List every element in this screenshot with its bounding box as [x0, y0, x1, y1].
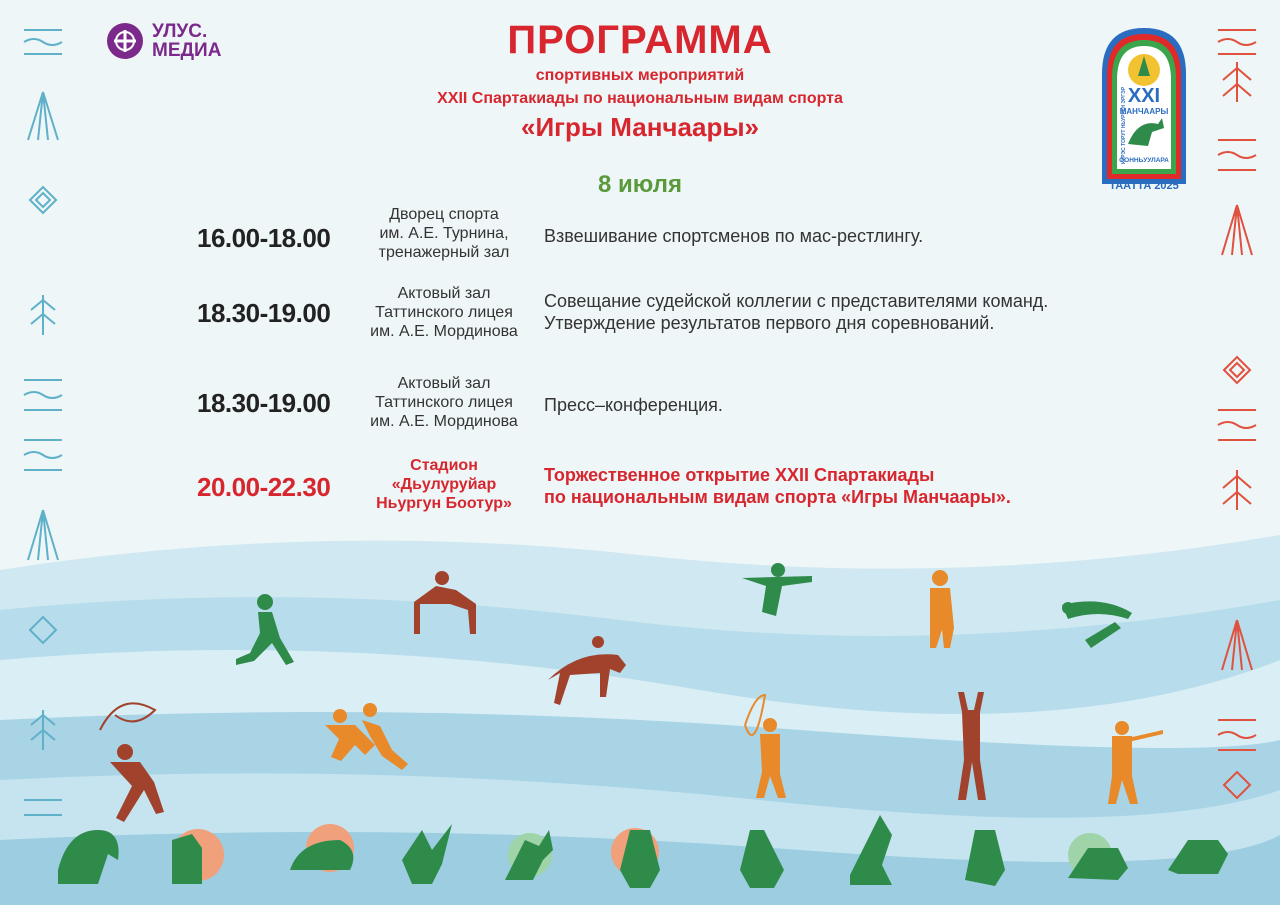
event-date: 8 июля [598, 171, 682, 198]
schedule-description: Пресс–конференция. [544, 395, 723, 415]
svg-text:КУРЭС ТОРУТ НЬУРГУН ЭРГЭР: КУРЭС ТОРУТ НЬУРГУН ЭРГЭР [1121, 86, 1127, 164]
ulus-media-icon [106, 22, 144, 60]
schedule-place: Актовый зал Таттинского лицея им. А.Е. Мординова [370, 285, 518, 340]
schedule-description: Взвешивание спортсменов по мас-рестлингу. [544, 226, 924, 246]
svg-text:XXI: XXI [1127, 85, 1161, 107]
brand-name: УЛУС. MEДИА [152, 21, 222, 61]
svg-text:ООННЬУУЛАРА: ООННЬУУЛАРА [1119, 157, 1169, 164]
schedule-description: Торжественное открытие XXII Спартакиады по национальным видам спорта «Игры Манчаары». [544, 465, 1011, 507]
schedule-description: Совещание судейской коллегии с представителями команд. Утверждение результатов первого дня соревнований. [544, 291, 1049, 333]
svg-text:ТААТТА 2025: ТААТТА 2025 [1109, 180, 1179, 192]
subtitle-events: спортивных мероприятий [535, 67, 745, 84]
manchaary-emblem [1098, 24, 1190, 192]
svg-text:МАНЧААРЫ: МАНЧААРЫ [1119, 107, 1169, 116]
schedule-place: Дворец спорта им. А.Е. Турнина, тренажерный зал [378, 206, 510, 261]
schedule-time: 18.30-19.00 [197, 388, 331, 418]
schedule-place: Стадион «Дьулуруйар Ньургун Боотур» [376, 457, 512, 512]
schedule-time: 20.00-22.30 [197, 472, 331, 502]
subtitle-spartakiad: XXII Спартакиады по национальным видам спорта [437, 90, 843, 107]
schedule-time: 18.30-19.00 [197, 298, 331, 328]
subtitle-games-name: «Игры Манчаары» [521, 112, 759, 142]
schedule-time: 16.00-18.00 [197, 223, 331, 253]
page-title: ПРОГРАММА [507, 18, 773, 62]
schedule-place: Актовый зал Таттинского лицея им. А.Е. Мординова [370, 375, 518, 430]
brand-logo [106, 22, 221, 60]
